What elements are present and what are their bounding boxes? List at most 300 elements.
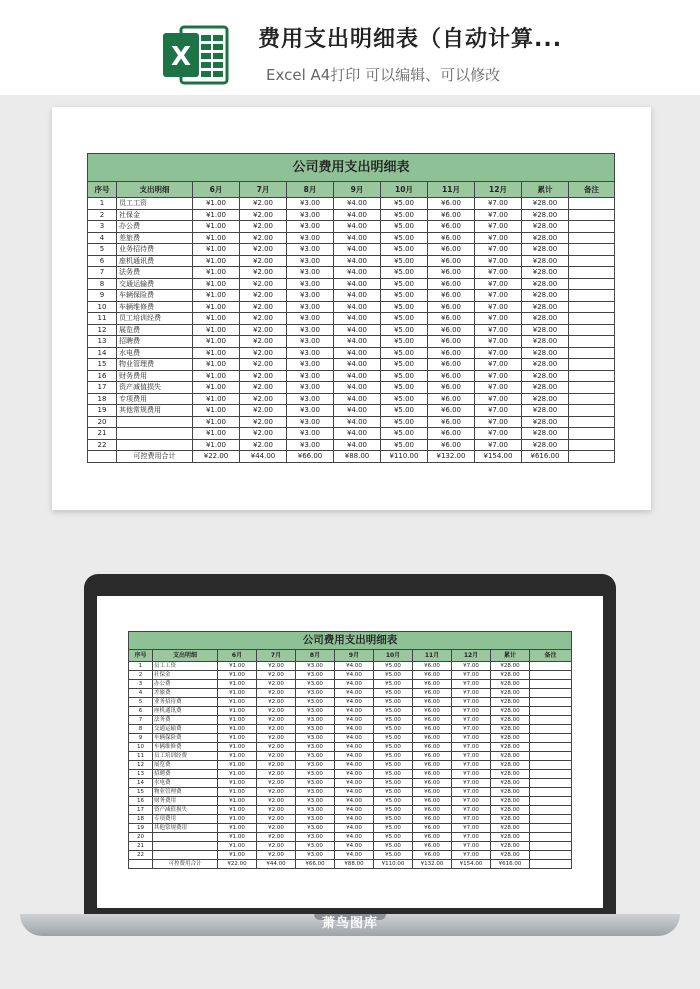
table-cell[interactable]: 物业管理费: [117, 359, 193, 371]
mini-table-cell[interactable]: 11: [129, 752, 153, 761]
table-cell[interactable]: ¥28.00: [522, 359, 569, 371]
mini-table-cell[interactable]: [153, 842, 218, 851]
table-cell[interactable]: ¥28.00: [522, 347, 569, 359]
table-cell[interactable]: ¥2.00: [240, 278, 287, 290]
table-cell[interactable]: ¥28.00: [522, 244, 569, 256]
mini-table-cell[interactable]: 物业管理费: [153, 788, 218, 797]
mini-table-cell[interactable]: ¥4.00: [335, 689, 374, 698]
mini-table-cell[interactable]: ¥5.00: [374, 761, 413, 770]
mini-table-cell[interactable]: ¥3.00: [296, 797, 335, 806]
mini-table-cell[interactable]: [530, 734, 572, 743]
table-cell[interactable]: 3: [88, 221, 117, 233]
mini-table-cell[interactable]: 其他常规费用: [153, 824, 218, 833]
table-cell[interactable]: ¥1.00: [193, 267, 240, 279]
table-cell[interactable]: ¥5.00: [381, 405, 428, 417]
table-cell[interactable]: 21: [88, 428, 117, 440]
total-cell[interactable]: ¥88.00: [334, 451, 381, 463]
table-cell[interactable]: ¥4.00: [334, 359, 381, 371]
mini-table-cell[interactable]: ¥7.00: [452, 743, 491, 752]
mini-table-cell[interactable]: ¥28.00: [491, 842, 530, 851]
table-cell[interactable]: 车辆维修费: [117, 301, 193, 313]
mini-table-cell[interactable]: ¥1.00: [218, 671, 257, 680]
table-cell[interactable]: ¥3.00: [287, 198, 334, 210]
table-cell[interactable]: [569, 324, 615, 336]
table-cell[interactable]: ¥4.00: [334, 347, 381, 359]
mini-table-cell[interactable]: [530, 698, 572, 707]
table-cell[interactable]: ¥4.00: [334, 336, 381, 348]
mini-table-cell[interactable]: 财务费用: [153, 797, 218, 806]
table-cell[interactable]: ¥3.00: [287, 393, 334, 405]
mini-table-cell[interactable]: ¥28.00: [491, 815, 530, 824]
table-cell[interactable]: ¥3.00: [287, 209, 334, 221]
table-cell[interactable]: ¥5.00: [381, 198, 428, 210]
table-cell[interactable]: ¥5.00: [381, 232, 428, 244]
mini-table-cell[interactable]: [153, 833, 218, 842]
table-cell[interactable]: [569, 290, 615, 302]
table-cell[interactable]: ¥5.00: [381, 301, 428, 313]
total-cell[interactable]: [569, 451, 615, 463]
table-cell[interactable]: ¥7.00: [475, 336, 522, 348]
mini-table-cell[interactable]: [530, 788, 572, 797]
mini-table-cell[interactable]: ¥2.00: [257, 833, 296, 842]
table-cell[interactable]: ¥28.00: [522, 405, 569, 417]
mini-table-cell[interactable]: ¥2.00: [257, 680, 296, 689]
mini-table-cell[interactable]: ¥7.00: [452, 662, 491, 671]
table-cell[interactable]: ¥4.00: [334, 439, 381, 451]
mini-table-cell[interactable]: ¥4.00: [335, 779, 374, 788]
mini-table-cell[interactable]: ¥5.00: [374, 842, 413, 851]
table-cell[interactable]: ¥3.00: [287, 416, 334, 428]
table-cell[interactable]: [569, 347, 615, 359]
table-cell[interactable]: ¥5.00: [381, 416, 428, 428]
mini-table-cell[interactable]: ¥5.00: [374, 824, 413, 833]
table-cell[interactable]: 办公费: [117, 221, 193, 233]
table-cell[interactable]: ¥6.00: [428, 232, 475, 244]
table-cell[interactable]: ¥4.00: [334, 382, 381, 394]
mini-table-cell[interactable]: ¥2.00: [257, 689, 296, 698]
table-cell[interactable]: [569, 416, 615, 428]
table-cell[interactable]: 5: [88, 244, 117, 256]
mini-table-cell[interactable]: ¥28.00: [491, 851, 530, 860]
mini-table-cell[interactable]: ¥3.00: [296, 671, 335, 680]
table-cell[interactable]: ¥1.00: [193, 198, 240, 210]
mini-table-cell[interactable]: ¥7.00: [452, 842, 491, 851]
table-cell[interactable]: ¥28.00: [522, 278, 569, 290]
mini-table-cell[interactable]: ¥2.00: [257, 671, 296, 680]
mini-table-cell[interactable]: 1: [129, 662, 153, 671]
mini-table-cell[interactable]: ¥6.00: [413, 842, 452, 851]
mini-table-cell[interactable]: ¥7.00: [452, 725, 491, 734]
mini-table-cell[interactable]: ¥6.00: [413, 797, 452, 806]
mini-table-cell[interactable]: ¥5.00: [374, 797, 413, 806]
table-cell[interactable]: ¥3.00: [287, 359, 334, 371]
mini-table-cell[interactable]: ¥4.00: [335, 815, 374, 824]
table-cell[interactable]: ¥1.00: [193, 405, 240, 417]
mini-table-cell[interactable]: 8: [129, 725, 153, 734]
table-cell[interactable]: ¥5.00: [381, 393, 428, 405]
table-cell[interactable]: ¥2.00: [240, 313, 287, 325]
mini-table-cell[interactable]: ¥1.00: [218, 779, 257, 788]
table-cell[interactable]: ¥4.00: [334, 428, 381, 440]
table-cell[interactable]: ¥1.00: [193, 324, 240, 336]
table-cell[interactable]: [569, 198, 615, 210]
table-cell[interactable]: ¥4.00: [334, 324, 381, 336]
mini-table-cell[interactable]: 9: [129, 734, 153, 743]
mini-table-cell[interactable]: ¥5.00: [374, 743, 413, 752]
mini-table-cell[interactable]: ¥28.00: [491, 806, 530, 815]
mini-table-cell[interactable]: ¥3.00: [296, 698, 335, 707]
mini-table-cell[interactable]: ¥28.00: [491, 743, 530, 752]
mini-table-cell[interactable]: ¥6.00: [413, 707, 452, 716]
mini-table-cell[interactable]: ¥3.00: [296, 725, 335, 734]
table-cell[interactable]: 19: [88, 405, 117, 417]
mini-table-cell[interactable]: ¥6.00: [413, 680, 452, 689]
table-cell[interactable]: 20: [88, 416, 117, 428]
mini-table-cell[interactable]: [530, 842, 572, 851]
mini-table-cell[interactable]: [530, 815, 572, 824]
table-cell[interactable]: 员工工资: [117, 198, 193, 210]
mini-table-cell[interactable]: ¥7.00: [452, 815, 491, 824]
table-cell[interactable]: ¥6.00: [428, 221, 475, 233]
mini-table-cell[interactable]: ¥1.00: [218, 842, 257, 851]
table-cell[interactable]: 9: [88, 290, 117, 302]
mini-table-cell[interactable]: ¥1.00: [218, 797, 257, 806]
mini-table-cell[interactable]: ¥2.00: [257, 752, 296, 761]
table-cell[interactable]: ¥7.00: [475, 439, 522, 451]
table-cell[interactable]: ¥3.00: [287, 370, 334, 382]
mini-table-cell[interactable]: ¥4.00: [335, 707, 374, 716]
mini-table-cell[interactable]: ¥6.00: [413, 698, 452, 707]
table-cell[interactable]: [117, 428, 193, 440]
mini-table-cell[interactable]: [530, 779, 572, 788]
mini-total-cell[interactable]: ¥22.00: [218, 860, 257, 869]
table-cell[interactable]: ¥7.00: [475, 347, 522, 359]
table-cell[interactable]: ¥4.00: [334, 416, 381, 428]
total-cell[interactable]: 可控费用合计: [117, 451, 193, 463]
table-cell[interactable]: ¥7.00: [475, 324, 522, 336]
table-cell[interactable]: ¥2.00: [240, 267, 287, 279]
table-cell[interactable]: ¥7.00: [475, 255, 522, 267]
mini-table-cell[interactable]: ¥3.00: [296, 815, 335, 824]
table-cell[interactable]: ¥6.00: [428, 198, 475, 210]
mini-table-cell[interactable]: ¥3.00: [296, 824, 335, 833]
mini-table-cell[interactable]: ¥7.00: [452, 806, 491, 815]
table-cell[interactable]: 16: [88, 370, 117, 382]
mini-total-cell[interactable]: ¥154.00: [452, 860, 491, 869]
mini-table-cell[interactable]: 15: [129, 788, 153, 797]
mini-table-cell[interactable]: ¥1.00: [218, 806, 257, 815]
mini-table-cell[interactable]: ¥2.00: [257, 734, 296, 743]
table-cell[interactable]: ¥2.00: [240, 209, 287, 221]
mini-table-cell[interactable]: ¥7.00: [452, 797, 491, 806]
mini-table-cell[interactable]: ¥7.00: [452, 716, 491, 725]
table-cell[interactable]: ¥7.00: [475, 244, 522, 256]
table-cell[interactable]: ¥1.00: [193, 278, 240, 290]
table-cell[interactable]: ¥28.00: [522, 393, 569, 405]
mini-table-cell[interactable]: ¥6.00: [413, 752, 452, 761]
mini-table-cell[interactable]: [530, 743, 572, 752]
table-cell[interactable]: ¥1.00: [193, 313, 240, 325]
mini-table-cell[interactable]: ¥3.00: [296, 842, 335, 851]
table-cell[interactable]: ¥2.00: [240, 393, 287, 405]
mini-table-cell[interactable]: ¥6.00: [413, 743, 452, 752]
mini-table-cell[interactable]: ¥2.00: [257, 743, 296, 752]
mini-table-cell[interactable]: ¥28.00: [491, 833, 530, 842]
table-cell[interactable]: ¥1.00: [193, 416, 240, 428]
table-cell[interactable]: [117, 416, 193, 428]
table-cell[interactable]: ¥7.00: [475, 209, 522, 221]
mini-table-cell[interactable]: 2: [129, 671, 153, 680]
table-cell[interactable]: [569, 393, 615, 405]
table-cell[interactable]: ¥7.00: [475, 313, 522, 325]
mini-table-cell[interactable]: 业务招待费: [153, 698, 218, 707]
table-cell[interactable]: ¥28.00: [522, 221, 569, 233]
mini-table-cell[interactable]: ¥4.00: [335, 671, 374, 680]
table-cell[interactable]: ¥2.00: [240, 290, 287, 302]
mini-table-cell[interactable]: 6: [129, 707, 153, 716]
table-cell[interactable]: ¥3.00: [287, 244, 334, 256]
mini-table-cell[interactable]: ¥4.00: [335, 725, 374, 734]
table-cell[interactable]: ¥4.00: [334, 290, 381, 302]
table-cell[interactable]: ¥7.00: [475, 428, 522, 440]
table-cell[interactable]: ¥6.00: [428, 393, 475, 405]
table-cell[interactable]: 员工培训经费: [117, 313, 193, 325]
mini-table-cell[interactable]: ¥3.00: [296, 752, 335, 761]
table-cell[interactable]: 座机通讯费: [117, 255, 193, 267]
mini-table-cell[interactable]: ¥3.00: [296, 788, 335, 797]
mini-table-cell[interactable]: ¥3.00: [296, 806, 335, 815]
table-cell[interactable]: ¥4.00: [334, 267, 381, 279]
mini-table-cell[interactable]: [153, 851, 218, 860]
total-cell[interactable]: ¥616.00: [522, 451, 569, 463]
mini-table-cell[interactable]: 社保金: [153, 671, 218, 680]
table-cell[interactable]: [569, 313, 615, 325]
table-cell[interactable]: [569, 244, 615, 256]
table-cell[interactable]: 差旅费: [117, 232, 193, 244]
mini-table-cell[interactable]: 法务费: [153, 716, 218, 725]
mini-table-cell[interactable]: ¥28.00: [491, 716, 530, 725]
mini-table-cell[interactable]: [530, 833, 572, 842]
mini-table-cell[interactable]: ¥6.00: [413, 833, 452, 842]
table-cell[interactable]: ¥6.00: [428, 267, 475, 279]
mini-table-cell[interactable]: [530, 797, 572, 806]
table-cell[interactable]: 6: [88, 255, 117, 267]
mini-table-cell[interactable]: 员工工资: [153, 662, 218, 671]
mini-table-cell[interactable]: 展览费: [153, 761, 218, 770]
table-cell[interactable]: ¥3.00: [287, 324, 334, 336]
mini-table-cell[interactable]: ¥3.00: [296, 761, 335, 770]
mini-table-cell[interactable]: ¥6.00: [413, 662, 452, 671]
mini-table-cell[interactable]: ¥5.00: [374, 662, 413, 671]
mini-table-cell[interactable]: ¥3.00: [296, 734, 335, 743]
table-cell[interactable]: ¥1.00: [193, 255, 240, 267]
table-cell[interactable]: ¥6.00: [428, 336, 475, 348]
table-cell[interactable]: ¥2.00: [240, 359, 287, 371]
table-cell[interactable]: ¥2.00: [240, 255, 287, 267]
mini-table-cell[interactable]: [530, 716, 572, 725]
total-cell[interactable]: [88, 451, 117, 463]
mini-table-cell[interactable]: ¥7.00: [452, 698, 491, 707]
mini-table-cell[interactable]: ¥4.00: [335, 743, 374, 752]
mini-table-cell[interactable]: [530, 770, 572, 779]
mini-table-cell[interactable]: ¥3.00: [296, 707, 335, 716]
mini-table-cell[interactable]: ¥4.00: [335, 770, 374, 779]
table-cell[interactable]: 其他常规费用: [117, 405, 193, 417]
table-cell[interactable]: ¥6.00: [428, 209, 475, 221]
mini-total-cell[interactable]: [530, 860, 572, 869]
table-cell[interactable]: ¥2.00: [240, 370, 287, 382]
table-cell[interactable]: ¥5.00: [381, 221, 428, 233]
table-cell[interactable]: ¥7.00: [475, 405, 522, 417]
table-cell[interactable]: ¥7.00: [475, 393, 522, 405]
table-cell[interactable]: ¥28.00: [522, 301, 569, 313]
table-cell[interactable]: ¥5.00: [381, 347, 428, 359]
table-cell[interactable]: ¥6.00: [428, 359, 475, 371]
table-cell[interactable]: 业务招待费: [117, 244, 193, 256]
mini-table-cell[interactable]: ¥2.00: [257, 716, 296, 725]
mini-table-cell[interactable]: ¥28.00: [491, 662, 530, 671]
table-cell[interactable]: ¥3.00: [287, 301, 334, 313]
mini-table-cell[interactable]: 21: [129, 842, 153, 851]
mini-total-cell[interactable]: ¥88.00: [335, 860, 374, 869]
mini-table-cell[interactable]: ¥1.00: [218, 716, 257, 725]
table-cell[interactable]: ¥6.00: [428, 382, 475, 394]
mini-table-cell[interactable]: ¥6.00: [413, 806, 452, 815]
table-cell[interactable]: ¥1.00: [193, 301, 240, 313]
table-cell[interactable]: ¥2.00: [240, 382, 287, 394]
mini-table-cell[interactable]: ¥1.00: [218, 707, 257, 716]
mini-table-cell[interactable]: [530, 671, 572, 680]
table-cell[interactable]: ¥6.00: [428, 290, 475, 302]
mini-table-cell[interactable]: ¥6.00: [413, 761, 452, 770]
table-cell[interactable]: ¥1.00: [193, 393, 240, 405]
table-cell[interactable]: 13: [88, 336, 117, 348]
table-cell[interactable]: ¥5.00: [381, 313, 428, 325]
table-cell[interactable]: [569, 382, 615, 394]
mini-table-cell[interactable]: ¥4.00: [335, 662, 374, 671]
mini-table-cell[interactable]: ¥7.00: [452, 770, 491, 779]
table-cell[interactable]: 车辆保险费: [117, 290, 193, 302]
table-cell[interactable]: ¥3.00: [287, 336, 334, 348]
mini-total-cell[interactable]: [129, 860, 153, 869]
table-cell[interactable]: ¥4.00: [334, 244, 381, 256]
table-cell[interactable]: ¥3.00: [287, 439, 334, 451]
table-cell[interactable]: ¥6.00: [428, 324, 475, 336]
mini-table-cell[interactable]: ¥1.00: [218, 743, 257, 752]
mini-table-cell[interactable]: [530, 662, 572, 671]
mini-table-cell[interactable]: ¥1.00: [218, 824, 257, 833]
table-cell[interactable]: ¥3.00: [287, 267, 334, 279]
table-cell[interactable]: ¥1.00: [193, 439, 240, 451]
mini-table-cell[interactable]: ¥1.00: [218, 662, 257, 671]
table-cell[interactable]: 22: [88, 439, 117, 451]
mini-table-cell[interactable]: ¥28.00: [491, 761, 530, 770]
total-cell[interactable]: ¥44.00: [240, 451, 287, 463]
mini-table-cell[interactable]: ¥2.00: [257, 662, 296, 671]
table-cell[interactable]: ¥7.00: [475, 232, 522, 244]
table-cell[interactable]: ¥5.00: [381, 244, 428, 256]
mini-table-cell[interactable]: ¥2.00: [257, 725, 296, 734]
mini-table-cell[interactable]: 差旅费: [153, 689, 218, 698]
mini-table-cell[interactable]: ¥4.00: [335, 761, 374, 770]
mini-table-cell[interactable]: ¥5.00: [374, 698, 413, 707]
mini-table-cell[interactable]: ¥7.00: [452, 833, 491, 842]
table-cell[interactable]: ¥28.00: [522, 370, 569, 382]
mini-total-cell[interactable]: ¥132.00: [413, 860, 452, 869]
table-cell[interactable]: ¥28.00: [522, 382, 569, 394]
table-cell[interactable]: ¥4.00: [334, 221, 381, 233]
mini-table-cell[interactable]: ¥1.00: [218, 851, 257, 860]
mini-table-cell[interactable]: 7: [129, 716, 153, 725]
table-cell[interactable]: ¥5.00: [381, 278, 428, 290]
table-cell[interactable]: ¥7.00: [475, 198, 522, 210]
mini-table-cell[interactable]: ¥2.00: [257, 707, 296, 716]
mini-table-cell[interactable]: ¥28.00: [491, 779, 530, 788]
mini-table-cell[interactable]: ¥5.00: [374, 734, 413, 743]
mini-table-cell[interactable]: ¥5.00: [374, 725, 413, 734]
mini-table-cell[interactable]: ¥2.00: [257, 779, 296, 788]
mini-table-cell[interactable]: ¥2.00: [257, 806, 296, 815]
table-cell[interactable]: ¥1.00: [193, 347, 240, 359]
mini-table-cell[interactable]: 16: [129, 797, 153, 806]
mini-table-cell[interactable]: ¥4.00: [335, 734, 374, 743]
mini-table-cell[interactable]: 19: [129, 824, 153, 833]
table-cell[interactable]: ¥2.00: [240, 336, 287, 348]
mini-table-cell[interactable]: ¥4.00: [335, 752, 374, 761]
table-cell[interactable]: ¥5.00: [381, 428, 428, 440]
table-cell[interactable]: ¥6.00: [428, 370, 475, 382]
mini-table-cell[interactable]: ¥7.00: [452, 761, 491, 770]
mini-table-cell[interactable]: 3: [129, 680, 153, 689]
table-cell[interactable]: ¥5.00: [381, 359, 428, 371]
table-cell[interactable]: ¥5.00: [381, 370, 428, 382]
table-cell[interactable]: 4: [88, 232, 117, 244]
table-cell[interactable]: ¥4.00: [334, 232, 381, 244]
mini-table-cell[interactable]: ¥5.00: [374, 671, 413, 680]
table-cell[interactable]: ¥3.00: [287, 232, 334, 244]
mini-table-cell[interactable]: ¥4.00: [335, 806, 374, 815]
table-cell[interactable]: ¥28.00: [522, 439, 569, 451]
table-cell[interactable]: ¥1.00: [193, 221, 240, 233]
mini-table-cell[interactable]: ¥28.00: [491, 680, 530, 689]
table-cell[interactable]: ¥28.00: [522, 336, 569, 348]
table-cell[interactable]: ¥1.00: [193, 428, 240, 440]
mini-table-cell[interactable]: ¥7.00: [452, 680, 491, 689]
table-cell[interactable]: ¥1.00: [193, 232, 240, 244]
table-cell[interactable]: 1: [88, 198, 117, 210]
mini-table-cell[interactable]: ¥28.00: [491, 671, 530, 680]
mini-table-cell[interactable]: ¥5.00: [374, 716, 413, 725]
table-cell[interactable]: ¥1.00: [193, 209, 240, 221]
table-cell[interactable]: ¥1.00: [193, 290, 240, 302]
table-cell[interactable]: ¥28.00: [522, 313, 569, 325]
mini-table-cell[interactable]: ¥4.00: [335, 716, 374, 725]
mini-table-cell[interactable]: ¥3.00: [296, 680, 335, 689]
mini-table-cell[interactable]: ¥1.00: [218, 815, 257, 824]
mini-table-cell[interactable]: ¥5.00: [374, 680, 413, 689]
table-cell[interactable]: [569, 428, 615, 440]
mini-table-cell[interactable]: ¥1.00: [218, 680, 257, 689]
table-cell[interactable]: ¥4.00: [334, 278, 381, 290]
mini-table-cell[interactable]: 资产减值损失: [153, 806, 218, 815]
total-cell[interactable]: ¥132.00: [428, 451, 475, 463]
table-cell[interactable]: ¥2.00: [240, 324, 287, 336]
table-cell[interactable]: ¥6.00: [428, 278, 475, 290]
table-cell[interactable]: ¥28.00: [522, 267, 569, 279]
mini-table-cell[interactable]: [530, 752, 572, 761]
table-cell[interactable]: ¥4.00: [334, 255, 381, 267]
table-cell[interactable]: ¥28.00: [522, 428, 569, 440]
